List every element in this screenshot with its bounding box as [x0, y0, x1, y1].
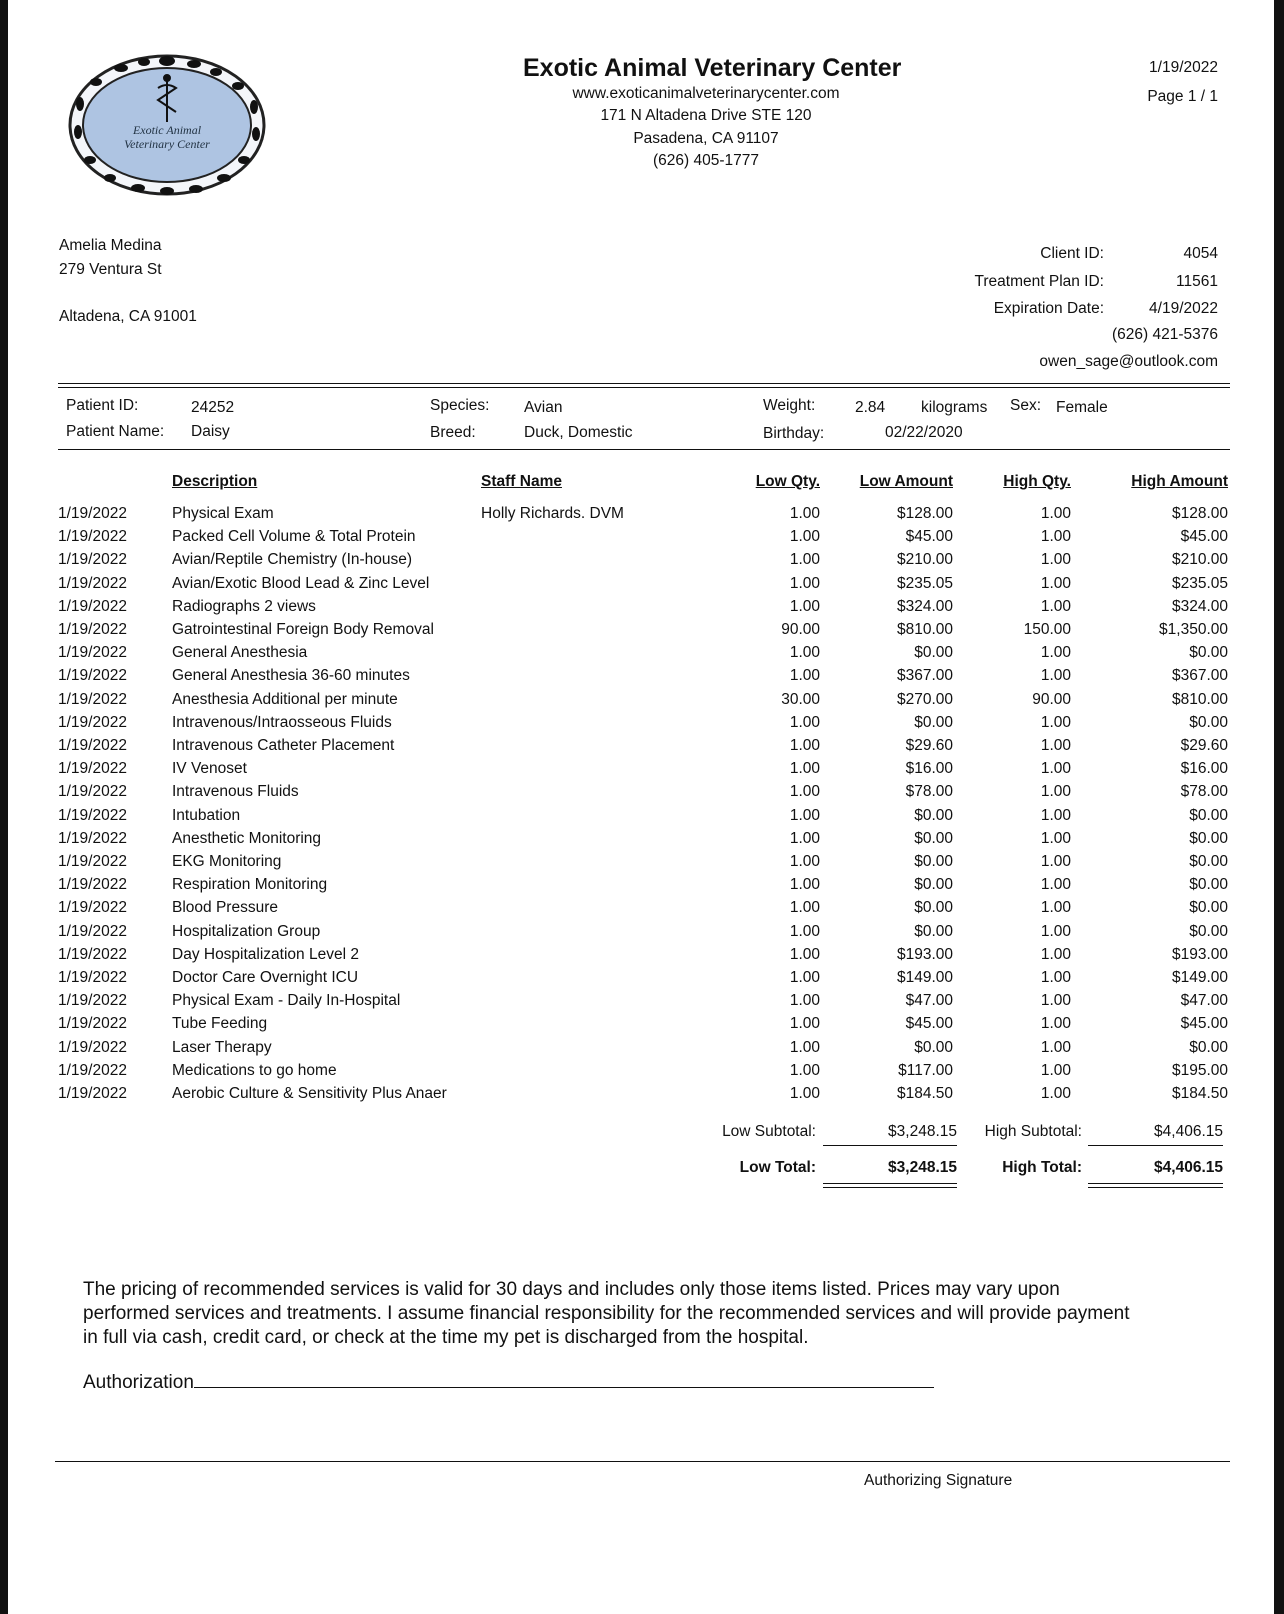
table-row — [58, 850, 1228, 873]
cell-staff — [481, 595, 694, 618]
cell-high-amount: $128.00 — [1171, 505, 1228, 522]
table-row — [58, 920, 1228, 943]
cell-low-amount: $117.00 — [898, 1061, 953, 1079]
patient-id-label: Patient ID: — [66, 397, 139, 414]
clinic-name: Exotic Animal Veterinary Center — [523, 54, 902, 82]
cell-staff — [481, 1012, 694, 1035]
cell-date: 1/19/2022 — [58, 574, 127, 592]
low-subtotal-rule — [823, 1145, 957, 1146]
table-row — [58, 664, 1228, 687]
cell-date: 1/19/2022 — [58, 690, 127, 708]
breed-label: Breed: — [430, 424, 476, 441]
cell-staff — [481, 943, 694, 966]
table-row — [58, 780, 1228, 803]
cell-date: 1/19/2022 — [58, 505, 127, 522]
cell-high-qty: 1.00 — [1040, 713, 1071, 731]
cell-staff — [481, 572, 694, 595]
cell-staff — [481, 618, 694, 641]
table-header-row — [58, 470, 1228, 502]
cell-staff — [481, 1082, 694, 1105]
authorization-row — [83, 1372, 934, 1394]
cell-description: Avian/Reptile Chemistry (In-house) — [172, 551, 413, 569]
cell-low-qty: 1.00 — [789, 760, 820, 778]
cell-staff — [481, 850, 694, 873]
table-row — [58, 688, 1228, 711]
cell-high-qty: 1.00 — [1040, 829, 1071, 847]
high-total-rule-1 — [1088, 1183, 1223, 1184]
cell-high-amount: $1,350.00 — [1159, 621, 1228, 639]
client-id: 4054 — [1183, 245, 1218, 262]
cell-high-qty: 1.00 — [1040, 853, 1071, 871]
cell-high-amount: $0.00 — [1189, 853, 1228, 871]
cell-high-qty: 1.00 — [1040, 644, 1071, 662]
cell-description: Aerobic Culture & Sensitivity Plus Anaer — [172, 1085, 447, 1103]
cell-high-qty: 1.00 — [1040, 505, 1071, 522]
birthday-value: 02/22/2020 — [885, 424, 963, 441]
birthday-label: Birthday: — [763, 425, 825, 442]
table-row — [58, 1082, 1228, 1105]
cell-low-amount: $810.00 — [896, 621, 953, 639]
document-date: 1/19/2022 — [1149, 59, 1218, 76]
cell-high-amount: $0.00 — [1189, 922, 1228, 940]
low-subtotal-label: Low Subtotal: — [722, 1123, 816, 1140]
cell-low-qty: 1.00 — [789, 829, 820, 847]
cell-staff — [481, 734, 694, 757]
signature-rule — [55, 1461, 1230, 1462]
weight-label: Weight: — [763, 397, 816, 414]
cell-date: 1/19/2022 — [58, 945, 127, 963]
table-row — [58, 1012, 1228, 1035]
svg-text:Veterinary Center: Veterinary Center — [124, 137, 210, 151]
table-row — [58, 989, 1228, 1012]
cell-high-amount: $0.00 — [1189, 713, 1228, 731]
cell-high-qty: 1.00 — [1040, 667, 1071, 685]
cell-high-qty: 1.00 — [1040, 760, 1071, 778]
low-total-label: Low Total: — [739, 1159, 816, 1176]
header-date — [58, 470, 172, 502]
cell-date: 1/19/2022 — [58, 1085, 127, 1103]
cell-staff — [481, 989, 694, 1012]
expiration-label: Expiration Date: — [993, 300, 1104, 317]
cell-date: 1/19/2022 — [58, 829, 127, 847]
cell-high-qty: 150.00 — [1023, 621, 1071, 639]
authorization-line[interactable] — [194, 1373, 934, 1388]
clinic-website: www.exoticanimalveterinarycenter.com — [572, 85, 840, 102]
cell-description: Hospitalization Group — [172, 922, 321, 940]
patient-name: Daisy — [191, 423, 230, 440]
cell-high-qty: 1.00 — [1040, 783, 1071, 801]
cell-high-amount: $45.00 — [1180, 528, 1228, 546]
cell-date: 1/19/2022 — [58, 899, 127, 917]
cell-staff — [481, 896, 694, 919]
table-row — [58, 1059, 1228, 1082]
cell-high-qty: 1.00 — [1040, 1061, 1071, 1079]
cell-description: Intravenous Fluids — [172, 783, 299, 801]
cell-description: Anesthetic Monitoring — [172, 829, 322, 847]
signature-label: Authorizing Signature — [864, 1472, 1013, 1489]
cell-high-amount: $0.00 — [1189, 644, 1228, 662]
cell-date: 1/19/2022 — [58, 713, 127, 731]
cell-high-qty: 1.00 — [1040, 945, 1071, 963]
cell-staff — [481, 757, 694, 780]
table-row — [58, 757, 1228, 780]
cell-high-qty: 1.00 — [1040, 1015, 1071, 1033]
cell-description: Physical Exam — [172, 505, 274, 522]
cell-high-amount: $16.00 — [1180, 760, 1228, 778]
cell-date: 1/19/2022 — [58, 621, 127, 639]
client-city: Altadena, CA 91001 — [59, 308, 197, 325]
client-email: owen_sage@outlook.com — [1039, 353, 1218, 370]
header-low-qty: Low Qty. — [755, 473, 820, 490]
cell-high-amount: $0.00 — [1189, 876, 1228, 894]
high-total: $4,406.15 — [1154, 1159, 1223, 1176]
cell-high-qty: 1.00 — [1040, 876, 1071, 894]
cell-low-qty: 1.00 — [789, 737, 820, 755]
cell-date: 1/19/2022 — [58, 667, 127, 685]
cell-low-qty: 1.00 — [789, 505, 820, 522]
cell-low-amount: $235.05 — [896, 574, 953, 592]
table-body — [58, 502, 1228, 1105]
cell-low-amount: $0.00 — [914, 829, 953, 847]
cell-low-qty: 30.00 — [781, 690, 820, 708]
cell-staff — [481, 688, 694, 711]
cell-high-amount: $367.00 — [1171, 667, 1228, 685]
low-total-rule-2 — [823, 1187, 957, 1188]
cell-date: 1/19/2022 — [58, 969, 127, 987]
cell-high-qty: 1.00 — [1040, 528, 1071, 546]
cell-low-amount: $0.00 — [914, 853, 953, 871]
high-total-rule-2 — [1088, 1187, 1223, 1188]
high-subtotal: $4,406.15 — [1154, 1123, 1223, 1140]
weight-unit: kilograms — [921, 399, 988, 416]
table-row — [58, 896, 1228, 919]
cell-description: Respiration Monitoring — [172, 876, 328, 894]
svg-text:Exotic Animal: Exotic Animal — [132, 123, 202, 137]
patient-id: 24252 — [191, 399, 235, 416]
cell-date: 1/19/2022 — [58, 760, 127, 778]
table-row — [58, 618, 1228, 641]
cell-low-qty: 1.00 — [789, 1038, 820, 1056]
cell-high-amount: $210.00 — [1171, 551, 1228, 569]
cell-low-amount: $324.00 — [896, 597, 953, 615]
cell-low-qty: 1.00 — [789, 644, 820, 662]
cell-high-amount: $45.00 — [1180, 1015, 1228, 1033]
cell-low-amount: $0.00 — [914, 876, 953, 894]
cell-description: Blood Pressure — [172, 899, 278, 917]
cell-date: 1/19/2022 — [58, 551, 127, 569]
cell-low-amount: $193.00 — [896, 945, 953, 963]
cell-low-qty: 1.00 — [789, 574, 820, 592]
cell-high-amount: $235.05 — [1171, 574, 1228, 592]
cell-high-qty: 1.00 — [1040, 1038, 1071, 1056]
cell-low-amount: $367.00 — [896, 667, 953, 685]
disclaimer-text: The pricing of recommended services is valid for 30 days and includes only those items listed. Prices may vary upon performed services and treatments. I assume financial responsibility for the recommended services and will provide payment in full via cash, credit card, or check at the time my pet is discharged from the hospital. — [83, 1279, 1130, 1348]
cell-low-amount: $16.00 — [905, 760, 953, 778]
table-row — [58, 595, 1228, 618]
cell-description: Intubation — [172, 806, 241, 824]
clinic-address-2: Pasadena, CA 91107 — [633, 130, 779, 147]
cell-low-qty: 1.00 — [789, 806, 820, 824]
cell-date: 1/19/2022 — [58, 876, 127, 894]
cell-description: EKG Monitoring — [172, 853, 282, 871]
plan-id: 11561 — [1176, 273, 1218, 290]
cell-date: 1/19/2022 — [58, 737, 127, 755]
weight-value: 2.84 — [855, 399, 886, 416]
cell-high-amount: $324.00 — [1171, 597, 1228, 615]
cell-high-qty: 1.00 — [1040, 806, 1071, 824]
clinic-logo — [66, 52, 268, 203]
cell-low-amount: $78.00 — [905, 783, 953, 801]
species-value: Avian — [524, 399, 563, 416]
cell-low-amount: $45.00 — [905, 528, 953, 546]
page-number: Page 1 / 1 — [1147, 88, 1218, 105]
cell-low-qty: 1.00 — [789, 713, 820, 731]
line-items-table — [58, 470, 1228, 1105]
cell-staff — [481, 966, 694, 989]
cell-low-amount: $270.00 — [896, 690, 953, 708]
table-row — [58, 525, 1228, 548]
clinic-address-1: 171 N Altadena Drive STE 120 — [600, 107, 812, 124]
cell-low-amount: $128.00 — [896, 505, 953, 522]
cell-staff — [481, 664, 694, 687]
cell-description: Anesthesia Additional per minute — [172, 690, 398, 708]
cell-staff — [481, 525, 694, 548]
cell-low-amount: $0.00 — [914, 806, 953, 824]
cell-high-amount: $195.00 — [1171, 1061, 1228, 1079]
cell-description: General Anesthesia 36-60 minutes — [172, 667, 410, 685]
high-total-label: High Total: — [1002, 1159, 1082, 1176]
cell-staff — [481, 641, 694, 664]
breed-value: Duck, Domestic — [524, 424, 633, 441]
cell-high-qty: 1.00 — [1040, 737, 1071, 755]
cell-description: Gatrointestinal Foreign Body Removal — [172, 621, 434, 639]
cell-low-qty: 1.00 — [789, 1085, 820, 1103]
cell-high-qty: 1.00 — [1040, 969, 1071, 987]
cell-high-amount: $184.50 — [1171, 1085, 1228, 1103]
cell-date: 1/19/2022 — [58, 1038, 127, 1056]
table-row — [58, 804, 1228, 827]
cell-date: 1/19/2022 — [58, 853, 127, 871]
cell-high-qty: 1.00 — [1040, 992, 1071, 1010]
cell-high-amount: $78.00 — [1180, 783, 1228, 801]
table-row — [58, 548, 1228, 571]
cell-low-amount: $149.00 — [896, 969, 953, 987]
cell-description: Physical Exam - Daily In-Hospital — [172, 992, 401, 1010]
cell-low-qty: 1.00 — [789, 667, 820, 685]
cell-low-qty: 1.00 — [789, 597, 820, 615]
cell-low-qty: 1.00 — [789, 1015, 820, 1033]
cell-high-amount: $29.60 — [1180, 737, 1228, 755]
authorization-label: Authorization — [83, 1372, 194, 1393]
cell-staff — [481, 548, 694, 571]
cell-low-qty: 90.00 — [781, 621, 820, 639]
cell-description: Medications to go home — [172, 1061, 337, 1079]
cell-staff — [481, 780, 694, 803]
cell-low-qty: 1.00 — [789, 899, 820, 917]
cell-date: 1/19/2022 — [58, 597, 127, 615]
high-subtotal-label: High Subtotal: — [984, 1123, 1082, 1140]
cell-low-qty: 1.00 — [789, 945, 820, 963]
plan-id-label: Treatment Plan ID: — [974, 273, 1104, 290]
cell-low-amount: $0.00 — [914, 713, 953, 731]
cell-description: Laser Therapy — [172, 1038, 272, 1056]
cell-staff: Holly Richards. DVM — [481, 505, 624, 522]
cell-low-amount: $0.00 — [914, 922, 953, 940]
cell-high-qty: 1.00 — [1040, 1085, 1071, 1103]
cell-description: Tube Feeding — [172, 1015, 268, 1033]
cell-high-amount: $193.00 — [1171, 945, 1228, 963]
header-staff: Staff Name — [481, 473, 562, 490]
patient-bottom-rule — [58, 449, 1230, 450]
client-id-label: Client ID: — [1040, 245, 1104, 262]
header-high-amount: High Amount — [1131, 473, 1228, 490]
table-row — [58, 827, 1228, 850]
sex-label: Sex: — [1010, 397, 1042, 414]
low-total: $3,248.15 — [888, 1159, 957, 1176]
cell-description: Avian/Exotic Blood Lead & Zinc Level — [172, 574, 430, 592]
cell-low-qty: 1.00 — [789, 1061, 820, 1079]
cell-low-amount: $0.00 — [914, 899, 953, 917]
cell-date: 1/19/2022 — [58, 806, 127, 824]
cell-low-qty: 1.00 — [789, 528, 820, 546]
cell-high-amount: $0.00 — [1189, 1038, 1228, 1056]
client-phone: (626) 421-5376 — [1112, 326, 1218, 343]
cell-low-amount: $0.00 — [914, 644, 953, 662]
species-label: Species: — [430, 397, 490, 414]
cell-staff — [481, 920, 694, 943]
cell-low-qty: 1.00 — [789, 853, 820, 871]
header-low-amount: Low Amount — [859, 473, 953, 490]
cell-high-qty: 1.00 — [1040, 551, 1071, 569]
cell-low-amount: $29.60 — [905, 737, 953, 755]
cell-staff — [481, 804, 694, 827]
cell-high-qty: 1.00 — [1040, 597, 1071, 615]
cell-staff — [481, 711, 694, 734]
cell-staff — [481, 1036, 694, 1059]
table-row — [58, 641, 1228, 664]
cell-low-amount: $45.00 — [905, 1015, 953, 1033]
header-description: Description — [172, 473, 258, 490]
cell-date: 1/19/2022 — [58, 992, 127, 1010]
cell-description: Day Hospitalization Level 2 — [172, 945, 359, 963]
cell-description: Doctor Care Overnight ICU — [172, 969, 359, 987]
patient-top-rule-2 — [58, 387, 1230, 388]
cell-low-amount: $0.00 — [914, 1038, 953, 1056]
cell-high-qty: 1.00 — [1040, 922, 1071, 940]
cell-staff — [481, 827, 694, 850]
table-row — [58, 502, 1228, 525]
document-page — [8, 0, 1274, 1614]
header-high-qty: High Qty. — [1003, 473, 1071, 490]
table-row — [58, 873, 1228, 896]
client-street: 279 Ventura St — [59, 261, 162, 278]
cell-description: Packed Cell Volume & Total Protein — [172, 528, 416, 546]
table-row — [58, 966, 1228, 989]
high-subtotal-rule — [1088, 1145, 1223, 1146]
patient-top-rule — [58, 383, 1230, 384]
cell-low-amount: $184.50 — [896, 1085, 953, 1103]
sex-value: Female — [1056, 399, 1108, 416]
cell-description: Intravenous Catheter Placement — [172, 737, 395, 755]
table-row — [58, 1036, 1228, 1059]
cell-date: 1/19/2022 — [58, 1061, 127, 1079]
clinic-phone: (626) 405-1777 — [653, 152, 759, 169]
cell-staff — [481, 1059, 694, 1082]
low-subtotal: $3,248.15 — [888, 1123, 957, 1140]
cell-date: 1/19/2022 — [58, 783, 127, 801]
table-row — [58, 711, 1228, 734]
cell-low-amount: $47.00 — [905, 992, 953, 1010]
cell-low-qty: 1.00 — [789, 876, 820, 894]
cell-low-qty: 1.00 — [789, 551, 820, 569]
cell-description: IV Venoset — [172, 760, 247, 778]
patient-name-label: Patient Name: — [66, 423, 165, 440]
cell-date: 1/19/2022 — [58, 1015, 127, 1033]
cell-high-amount: $0.00 — [1189, 899, 1228, 917]
cell-description: Radiographs 2 views — [172, 597, 316, 615]
cell-high-qty: 90.00 — [1032, 690, 1071, 708]
cell-description: General Anesthesia — [172, 644, 308, 662]
cell-high-amount: $47.00 — [1180, 992, 1228, 1010]
cell-high-amount: $149.00 — [1171, 969, 1228, 987]
cell-low-qty: 1.00 — [789, 992, 820, 1010]
low-total-rule-1 — [823, 1183, 957, 1184]
cell-high-amount: $0.00 — [1189, 829, 1228, 847]
table-row — [58, 572, 1228, 595]
client-name: Amelia Medina — [59, 237, 162, 254]
cell-low-qty: 1.00 — [789, 783, 820, 801]
cell-date: 1/19/2022 — [58, 528, 127, 546]
cell-low-qty: 1.00 — [789, 969, 820, 987]
cell-low-qty: 1.00 — [789, 922, 820, 940]
table-row — [58, 734, 1228, 757]
cell-staff — [481, 873, 694, 896]
cell-high-qty: 1.00 — [1040, 899, 1071, 917]
expiration-date: 4/19/2022 — [1149, 300, 1218, 317]
cell-date: 1/19/2022 — [58, 644, 127, 662]
cell-high-amount: $810.00 — [1171, 690, 1228, 708]
cell-high-amount: $0.00 — [1189, 806, 1228, 824]
cell-high-qty: 1.00 — [1040, 574, 1071, 592]
cell-date: 1/19/2022 — [58, 922, 127, 940]
cell-description: Intravenous/Intraosseous Fluids — [172, 713, 392, 731]
table-row — [58, 943, 1228, 966]
cell-low-amount: $210.00 — [896, 551, 953, 569]
